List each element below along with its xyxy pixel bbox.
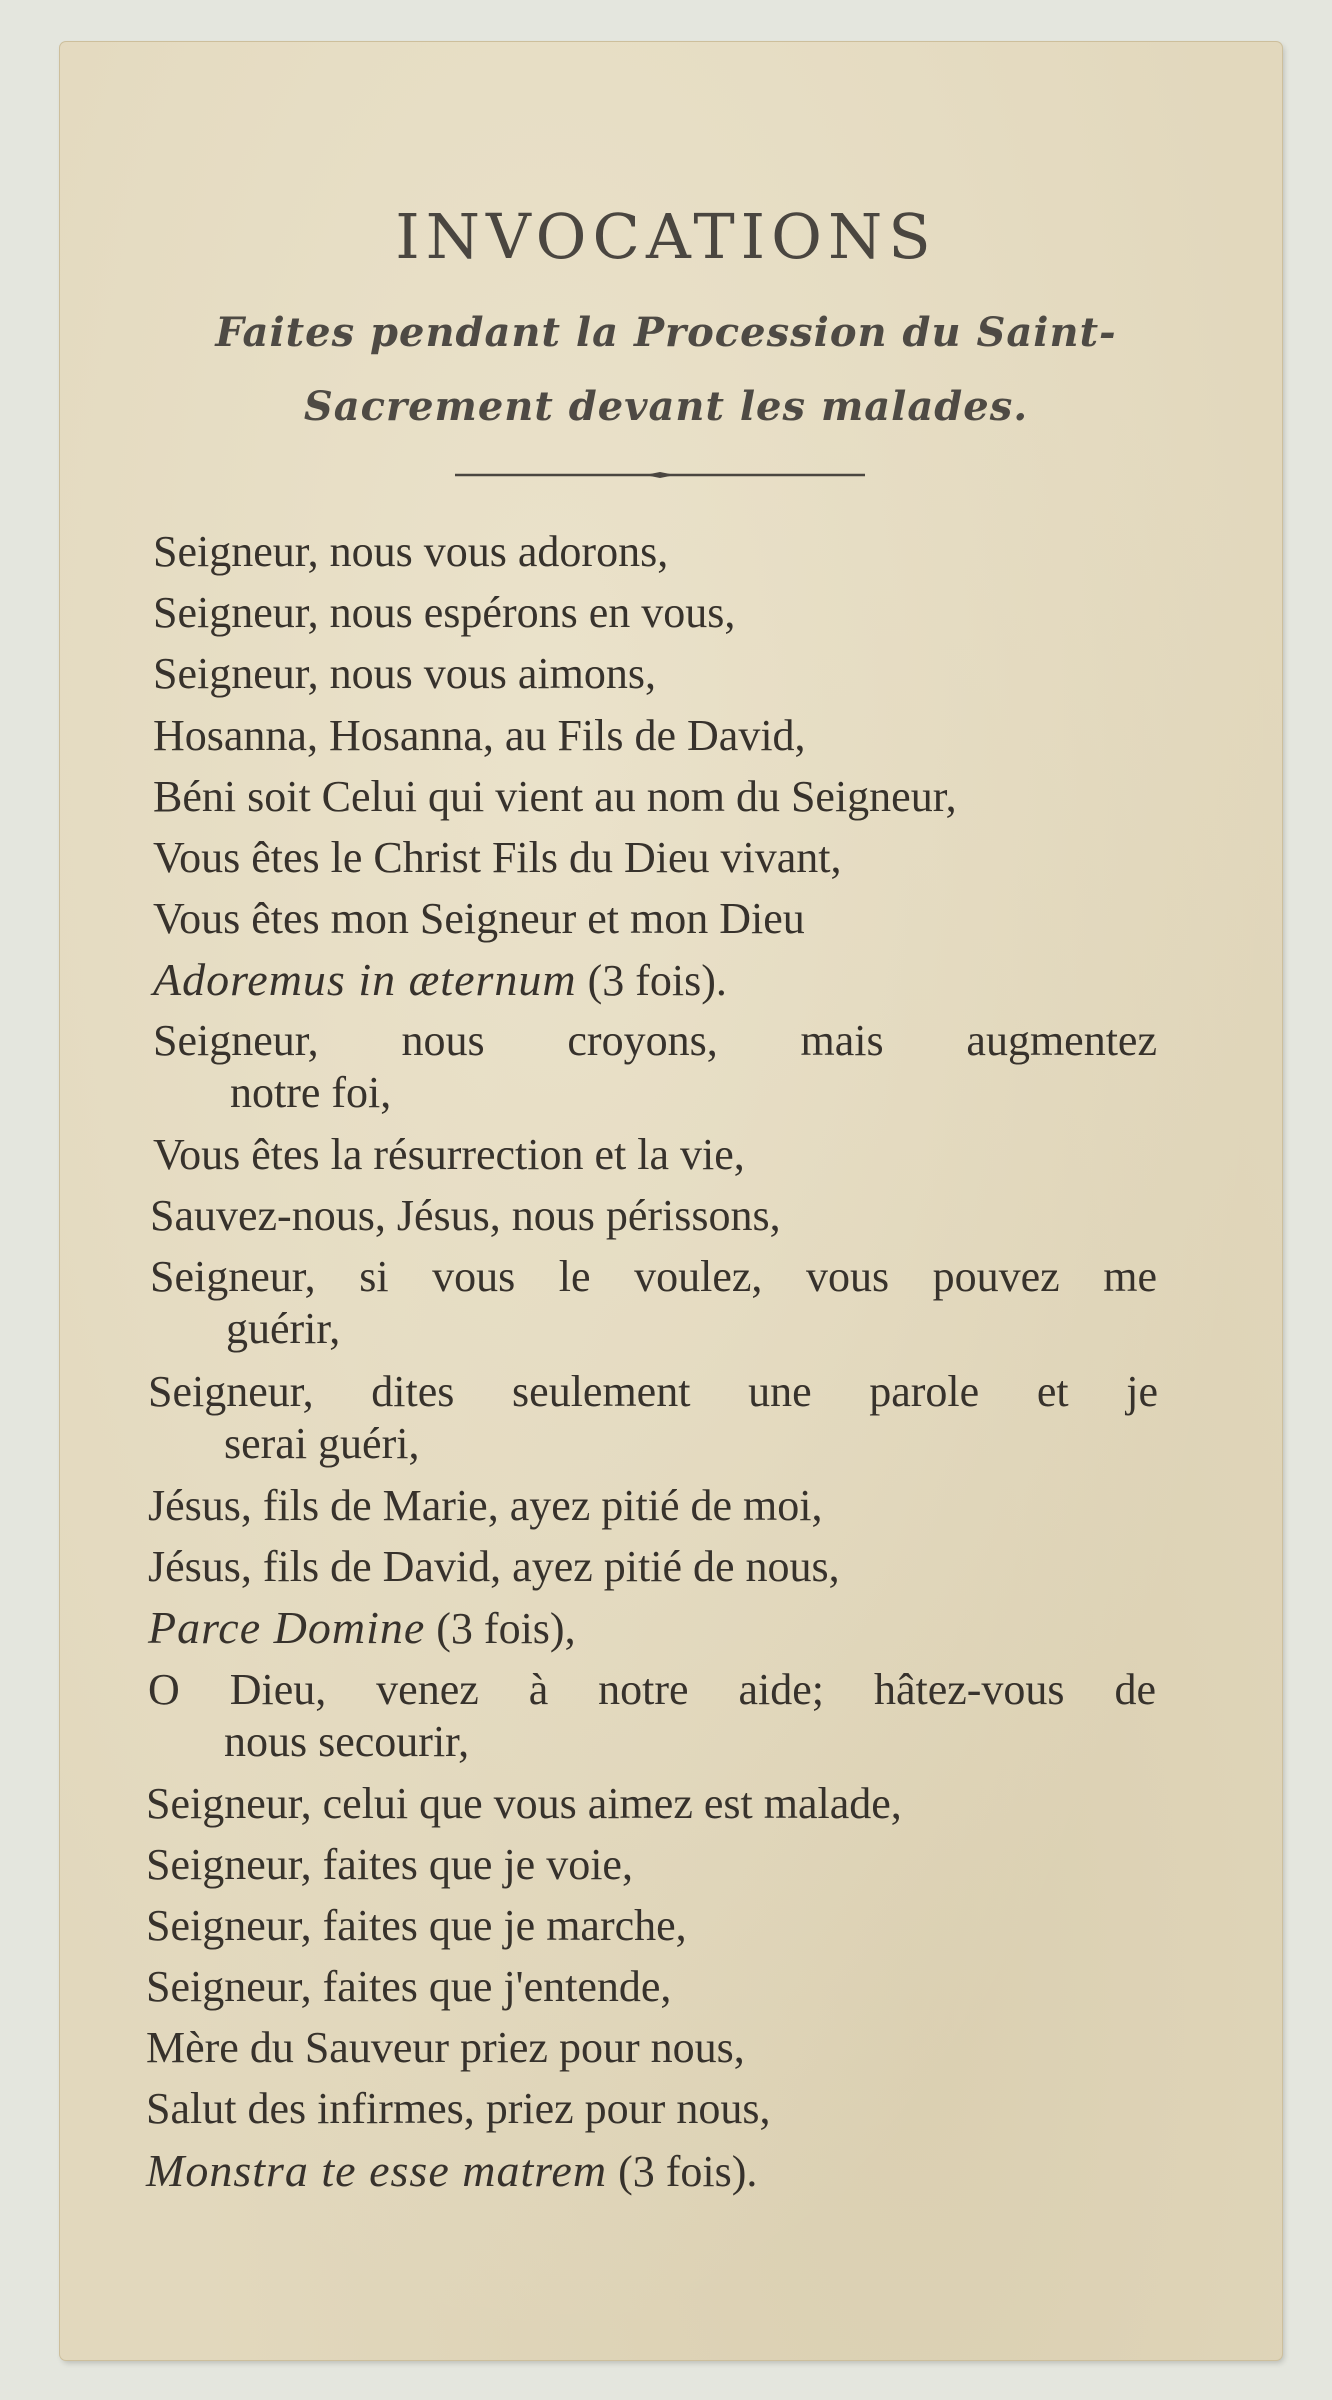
invocation-line: Seigneur, faites que je voie, [146, 1840, 633, 1889]
invocation-line: Jésus, fils de Marie, ayez pitié de moi, [148, 1481, 823, 1530]
invocation-line: Seigneur, si vous le voulez, vous pouvez me [150, 1252, 1157, 1301]
invocation-line: Mère du Sauveur priez pour nous, [146, 2023, 745, 2072]
subtitle-line-1: Faites pendant la Procession du Saint- [215, 309, 1117, 356]
invocation-line: Jésus, fils de David, ayez pitié de nous, [148, 1542, 840, 1591]
page-title: INVOCATIONS [395, 200, 937, 273]
invocation-line: Hosanna, Hosanna, au Fils de David, [153, 711, 806, 760]
invocation-line: Béni soit Celui qui vient au nom du Seigneur, [153, 772, 957, 821]
subtitle-line-2: Sacrement devant les malades. [303, 383, 1029, 430]
invocation-line: Seigneur, nous vous aimons, [153, 649, 656, 698]
invocation-line: Seigneur, nous espérons en vous, [153, 588, 736, 637]
invocation-line-continued: notre foi, [230, 1068, 392, 1117]
invocation-line: Vous êtes mon Seigneur et mon Dieu [153, 894, 805, 943]
invocation-line: Seigneur, nous vous adorons, [153, 527, 669, 576]
invocation-line: Seigneur, faites que j'entende, [146, 1962, 672, 2011]
repeat-note: (3 fois). [576, 956, 727, 1005]
invocation-line: Seigneur, faites que je marche, [146, 1901, 687, 1950]
repeat-note: (3 fois), [425, 1604, 576, 1653]
invocation-line: O Dieu, venez à notre aide; hâtez-vous de [148, 1665, 1156, 1714]
latin-phrase: Adoremus in æternum [153, 954, 577, 1005]
invocation-line: Seigneur, nous croyons, mais augmentez [153, 1016, 1157, 1065]
invocation-line: Seigneur, dites seulement une parole et je [148, 1367, 1158, 1416]
invocation-line-latin [148, 1603, 576, 1654]
latin-phrase: Parce Domine [148, 1602, 426, 1653]
invocation-line-continued: nous secourir, [224, 1717, 470, 1766]
latin-phrase: Monstra te esse matrem [146, 2145, 608, 2196]
invocation-line: Seigneur, celui que vous aimez est malade, [146, 1779, 902, 1828]
invocation-line-latin [146, 2146, 757, 2197]
repeat-note: (3 fois). [607, 2147, 758, 2196]
invocation-line-latin [153, 955, 727, 1006]
invocation-line-continued: serai guéri, [224, 1419, 420, 1468]
invocation-line: Vous êtes le Christ Fils du Dieu vivant, [153, 833, 842, 882]
invocation-line: Salut des infirmes, priez pour nous, [146, 2084, 771, 2133]
invocation-line: Sauvez-nous, Jésus, nous périssons, [150, 1191, 781, 1240]
invocation-line-continued: guérir, [226, 1304, 341, 1353]
invocation-line: Vous êtes la résurrection et la vie, [153, 1130, 745, 1179]
